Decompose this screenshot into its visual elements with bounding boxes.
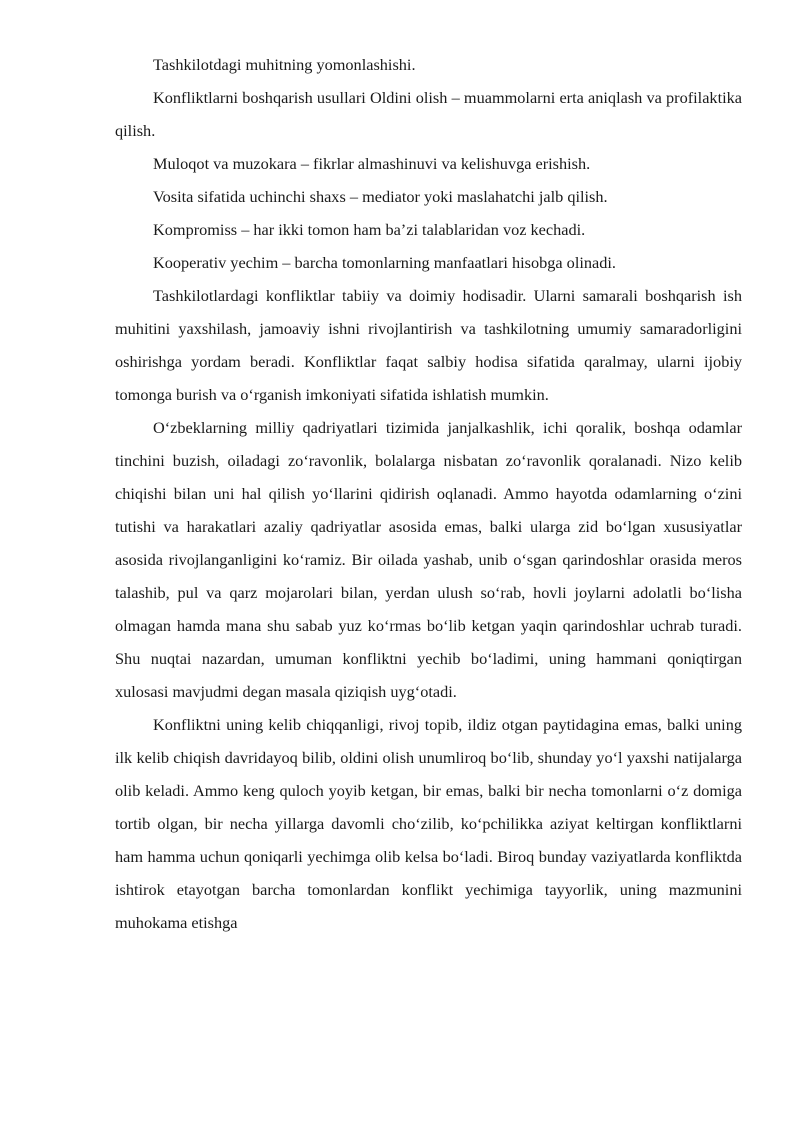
paragraph-4: Vosita sifatida uchinchi shaxs – mediator yoki maslahatchi jalb qilish. [153, 187, 608, 206]
paragraph-5: Kompromiss – har ikki tomon ham ba’zi talablaridan voz kechadi. [153, 220, 586, 239]
paragraph-9: Konfliktni uning kelib chiqqanligi, rivoj topib, ildiz otgan paytidagina emas, balki uning ilk kelib chiqish davridayoq bilib, oldini olish unumliroq bo‘lib, shunday yo‘l yaxshi natijalarga olib keladi. Ammo keng quloch yoyib ketgan, bir emas, balki bir necha tomonlarni o‘z domiga tortib olgan, bir necha yillarga davomli cho‘zilib, ko‘pchilikka aziyat keltirgan konfliktlarni ham hamma uchun qoniqarli yechimga olib kelsa bo‘ladi. Biroq bunday vaziyatlarda konfliktda ishtirok etayotgan barcha tomonlardan konflikt yechimiga tayyorlik, uning mazmunini muhokama etishga [115, 715, 742, 932]
paragraph-7: Tashkilotlardagi konfliktlar tabiiy va doimiy hodisadir. Ularni samarali boshqarish ish muhitini yaxshilash, jamoaviy ishni rivojlantirish va tashkilotning umumiy samaradorligini oshirishga yordam beradi. Konfliktlar faqat salbiy hodisa sifatida qaralmay, ularni ijobiy tomonga burish va o‘rganish imkoniyati sifatida ishlatish mumkin. [115, 286, 742, 404]
document-page [115, 48, 742, 939]
paragraph-1: Tashkilotdagi muhitning yomonlashishi. [153, 55, 416, 74]
paragraph-6: Kooperativ yechim – barcha tomonlarning manfaatlari hisobga olinadi. [153, 253, 616, 272]
paragraph-3: Muloqot va muzokara – fikrlar almashinuvi va kelishuvga erishish. [153, 154, 591, 173]
paragraph-2: Konfliktlarni boshqarish usullari Oldini olish – muammolarni erta aniqlash va profilaktika qilish. [115, 88, 742, 140]
paragraph-8: O‘zbeklarning milliy qadriyatlari tizimida janjalkashlik, ichi qoralik, boshqa odamlar tinchini buzish, oiladagi zo‘ravonlik, bolalarga nisbatan zo‘ravonlik qoralanadi. Nizo kelib chiqishi bilan uni hal qilish yo‘llarini qidirish oqlanadi. Ammo hayotda odamlarning o‘zini tutishi va harakatlari azaliy qadriyatlar asosida emas, balki ularga zid bo‘lgan xususiyatlar asosida rivojlanganligini ko‘ramiz. Bir oilada yashab, unib o‘sgan qarindoshlar orasida meros talashib, pul va qarz mojarolari bilan, yerdan ulush so‘rab, hovli joylarni adolatli bo‘lisha olmagan hamda mana shu sabab yuz ko‘rmas bo‘lib ketgan yaqin qarindoshlar uchrab turadi. Shu nuqtai nazardan, umuman konfliktni yechib bo‘ladimi, uning hammani qoniqtirgan xulosasi mavjudmi degan masala qiziqish uyg‘otadi. [115, 418, 742, 701]
